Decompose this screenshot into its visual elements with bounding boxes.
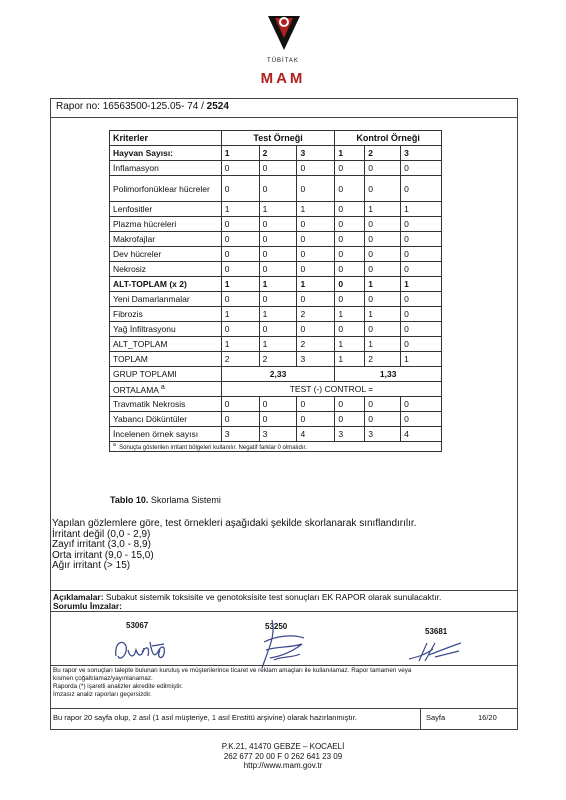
score-cell: 0 xyxy=(221,232,259,247)
score-cell: 0 xyxy=(297,412,335,427)
score-cell: 0 xyxy=(335,161,365,176)
table-row xyxy=(110,427,442,442)
score-cell: 0 xyxy=(259,161,297,176)
header-test-sample: Test Örneği xyxy=(221,131,335,146)
score-cell: 0 xyxy=(401,217,442,232)
disclaimer-line: Raporda (*) işaretli analizler akredite edilmiştir. xyxy=(53,683,183,690)
row-label: Travmatik Nekrosis xyxy=(110,397,222,412)
score-cell: 1 xyxy=(335,307,365,322)
address-line: P.K.21, 41470 GEBZE – KOCAELİ xyxy=(221,742,345,751)
score-cell: 0 xyxy=(365,322,401,337)
score-cell: 0 xyxy=(259,176,297,202)
score-cell: 1 xyxy=(259,307,297,322)
score-cell: 0 xyxy=(365,412,401,427)
table-row xyxy=(110,337,442,352)
score-cell: 1 xyxy=(401,277,442,292)
table-row xyxy=(110,202,442,217)
score-cell: 0 xyxy=(335,262,365,277)
score-cell: 0 xyxy=(335,292,365,307)
signature-number: 53067 xyxy=(126,621,149,630)
score-cell: 0 xyxy=(335,176,365,202)
score-cell: 0 xyxy=(259,412,297,427)
score-cell: 0 xyxy=(365,217,401,232)
signature-2-icon xyxy=(252,616,312,672)
table-row xyxy=(110,146,442,161)
score-cell: 0 xyxy=(365,262,401,277)
signature-number: 53250 xyxy=(265,622,288,631)
score-cell: 1 xyxy=(297,277,335,292)
row-label: ALT_TOPLAM xyxy=(110,337,222,352)
page-label: Sayfa xyxy=(426,713,446,722)
score-cell: 1 xyxy=(221,307,259,322)
score-cell: 4 xyxy=(297,427,335,442)
score-cell: 0 xyxy=(297,322,335,337)
score-cell: 3 xyxy=(335,427,365,442)
score-cell: 2 xyxy=(365,146,401,161)
disclaimer-line: kısmen çoğaltılamaz/yayınlanamaz. xyxy=(53,675,153,682)
score-cell: 2 xyxy=(365,352,401,367)
group-total-control: 1,33 xyxy=(335,367,442,382)
table-row xyxy=(110,161,442,176)
score-cell: 0 xyxy=(335,397,365,412)
row-label: İnflamasyon xyxy=(110,161,222,176)
footnote-marker: a xyxy=(160,383,165,392)
score-cell: 0 xyxy=(401,337,442,352)
score-cell: 1 xyxy=(221,277,259,292)
report-number: Rapor no: 16563500-125.05- 74 / 2524 xyxy=(56,101,229,112)
score-cell: 1 xyxy=(335,146,365,161)
score-cell: 0 xyxy=(259,217,297,232)
row-label: GRUP TOPLAMI xyxy=(110,367,222,382)
classification-item: Ağır irritant (> 15) xyxy=(52,560,131,571)
signature-number: 53681 xyxy=(425,627,448,636)
score-cell: 1 xyxy=(365,202,401,217)
score-cell: 0 xyxy=(297,262,335,277)
score-cell: 0 xyxy=(365,247,401,262)
score-cell: 1 xyxy=(221,337,259,352)
score-cell: 0 xyxy=(401,262,442,277)
score-cell: 4 xyxy=(401,427,442,442)
table-row xyxy=(110,262,442,277)
table-row xyxy=(110,176,442,202)
table-footnote-row xyxy=(110,442,442,452)
score-cell: 0 xyxy=(297,176,335,202)
table-body-summary xyxy=(110,367,442,397)
score-cell: 0 xyxy=(259,322,297,337)
table-row xyxy=(110,307,442,322)
footer-note: Bu rapor 20 sayfa olup, 2 asıl (1 asıl müşteriye, 1 asıl Enstitü arşivine) olarak hazırlanmıştır. xyxy=(53,713,357,722)
table-row xyxy=(110,397,442,412)
responsible-signatures-label: Sorumlu İmzalar: xyxy=(53,601,122,611)
score-cell: 1 xyxy=(259,202,297,217)
signature-3-icon xyxy=(405,637,465,665)
score-cell: 3 xyxy=(297,146,335,161)
score-cell: 0 xyxy=(365,232,401,247)
score-cell: 0 xyxy=(221,176,259,202)
score-cell: 0 xyxy=(297,217,335,232)
table-row xyxy=(110,322,442,337)
score-cell: 0 xyxy=(221,247,259,262)
table-row xyxy=(110,217,442,232)
score-cell: 1 xyxy=(365,307,401,322)
score-cell: 1 xyxy=(259,337,297,352)
table-body-scores xyxy=(110,146,442,367)
signature-1-icon xyxy=(108,626,178,668)
logo-mam-text: MAM xyxy=(260,70,306,87)
page-number: 16/20 xyxy=(478,713,497,722)
score-cell: 1 xyxy=(365,337,401,352)
score-cell: 0 xyxy=(335,202,365,217)
table-row xyxy=(110,247,442,262)
row-label: Dev hücreler xyxy=(110,247,222,262)
score-cell: 0 xyxy=(259,262,297,277)
score-cell: 0 xyxy=(259,232,297,247)
row-label: TOPLAM xyxy=(110,352,222,367)
row-label: Plazma hücreleri xyxy=(110,217,222,232)
score-cell: 0 xyxy=(297,292,335,307)
table-caption: Tablo 10. Skorlama Sistemi xyxy=(110,495,221,505)
classification-intro: Yapılan gözlemlere göre, test örnekleri aşağıdaki şekilde skorlanarak sınıflandırılır. xyxy=(52,518,417,529)
row-label: Nekrosiz xyxy=(110,262,222,277)
score-cell: 0 xyxy=(401,232,442,247)
score-cell: 0 xyxy=(335,412,365,427)
score-cell: 0 xyxy=(297,232,335,247)
disclaimer-line: Bu rapor ve sonuçları talepte bulunan kuruluş ve müşterilerince ticaret ve reklam amaçları ile kullanılamaz. Rapor tamamen veya xyxy=(53,667,412,674)
score-cell: 0 xyxy=(365,292,401,307)
row-label: Polimorfonüklear hücreler xyxy=(110,176,222,202)
score-cell: 0 xyxy=(365,176,401,202)
score-cell: 1 xyxy=(335,352,365,367)
score-cell: 0 xyxy=(221,322,259,337)
score-cell: 0 xyxy=(221,412,259,427)
score-cell: 0 xyxy=(221,292,259,307)
row-label: ORTALAMA $^a$ xyxy=(110,382,222,397)
row-label: İncelenen örnek sayısı xyxy=(110,427,222,442)
score-cell: 1 xyxy=(221,202,259,217)
logo-org-name: TÜBİTAK xyxy=(258,58,308,64)
tubitak-logo-icon xyxy=(262,10,306,54)
table-row xyxy=(110,352,442,367)
table-row xyxy=(110,292,442,307)
score-cell: 0 xyxy=(297,161,335,176)
score-cell: 3 xyxy=(401,146,442,161)
score-cell: 0 xyxy=(335,217,365,232)
score-cell: 2 xyxy=(297,337,335,352)
score-cell: 0 xyxy=(297,247,335,262)
score-cell: 1 xyxy=(297,202,335,217)
classification-item: Orta irritant (9,0 - 15,0) xyxy=(52,549,154,561)
row-label: Fibrozis xyxy=(110,307,222,322)
score-cell: 0 xyxy=(335,232,365,247)
score-cell: 0 xyxy=(221,262,259,277)
score-cell: 2 xyxy=(297,307,335,322)
row-label: Yağ İnfiltrasyonu xyxy=(110,322,222,337)
score-cell: 0 xyxy=(335,322,365,337)
table-row xyxy=(110,412,442,427)
score-cell: 0 xyxy=(335,277,365,292)
score-cell: 0 xyxy=(259,397,297,412)
classification-item: İrritant değil (0,0 - 2,9) xyxy=(52,528,151,540)
score-cell: 1 xyxy=(221,146,259,161)
score-cell: 0 xyxy=(401,322,442,337)
score-cell: 0 xyxy=(401,176,442,202)
score-cell: 3 xyxy=(259,427,297,442)
score-cell: 0 xyxy=(221,161,259,176)
score-cell: 0 xyxy=(365,161,401,176)
score-cell: 0 xyxy=(401,412,442,427)
score-cell: 2 xyxy=(259,146,297,161)
score-cell: 0 xyxy=(365,397,401,412)
score-cell: 0 xyxy=(401,292,442,307)
score-cell: 3 xyxy=(221,427,259,442)
header-criteria: Kriterler xyxy=(110,131,222,146)
score-cell: 0 xyxy=(221,397,259,412)
address-block xyxy=(0,742,566,771)
score-cell: 0 xyxy=(221,217,259,232)
score-cell: 0 xyxy=(297,397,335,412)
score-cell: 1 xyxy=(365,277,401,292)
score-cell: 2 xyxy=(259,352,297,367)
classification-block xyxy=(52,519,416,572)
row-label: Yeni Damarlanmalar xyxy=(110,292,222,307)
table-footnote: $^a$ Sonuçta gösterilen irritant bölgeleri kullanılır. Negatif farklar 0 olmalıdır. xyxy=(110,442,442,452)
score-cell: 1 xyxy=(259,277,297,292)
classification-item: Zayıf irritant (3,0 - 8,9) xyxy=(52,539,151,550)
score-cell: 0 xyxy=(335,247,365,262)
row-label: Hayvan Sayısı: xyxy=(110,146,222,161)
explanation: Açıklamalar: Subakut sistemik toksisite ve genotoksisite test sonuçları EK RAPOR olarak sunulacaktır. xyxy=(53,592,442,602)
score-cell: 2 xyxy=(221,352,259,367)
address-line: http://www.mam.gov.tr xyxy=(243,761,323,770)
disclaimer-line: İmzasız analiz raporları geçersizdir. xyxy=(53,691,152,698)
row-label: Lenfositler xyxy=(110,202,222,217)
table-body-extra xyxy=(110,397,442,442)
table-row xyxy=(110,277,442,292)
row-label: Yabancı Döküntüler xyxy=(110,412,222,427)
score-cell: 0 xyxy=(259,292,297,307)
score-cell: 0 xyxy=(259,247,297,262)
score-cell: 0 xyxy=(401,307,442,322)
average-value: TEST (-) CONTROL = xyxy=(221,382,441,397)
score-cell: 1 xyxy=(335,337,365,352)
header-control-sample: Kontrol Örneği xyxy=(335,131,442,146)
scoring-table xyxy=(109,130,442,452)
table-row-group-total xyxy=(110,367,442,382)
row-label: Makrofajlar xyxy=(110,232,222,247)
group-total-test: 2,33 xyxy=(221,367,335,382)
score-cell: 1 xyxy=(401,202,442,217)
row-label: ALT-TOPLAM (x 2) xyxy=(110,277,222,292)
score-cell: 0 xyxy=(401,247,442,262)
disclaimer xyxy=(53,667,411,699)
score-cell: 1 xyxy=(401,352,442,367)
score-cell: 0 xyxy=(401,161,442,176)
table-row xyxy=(110,232,442,247)
table-row-average xyxy=(110,382,442,397)
score-cell: 3 xyxy=(297,352,335,367)
address-line: 262 677 20 00 F 0 262 641 23 09 xyxy=(223,751,343,761)
score-cell: 0 xyxy=(401,397,442,412)
score-cell: 3 xyxy=(365,427,401,442)
table-header-row xyxy=(110,131,442,146)
